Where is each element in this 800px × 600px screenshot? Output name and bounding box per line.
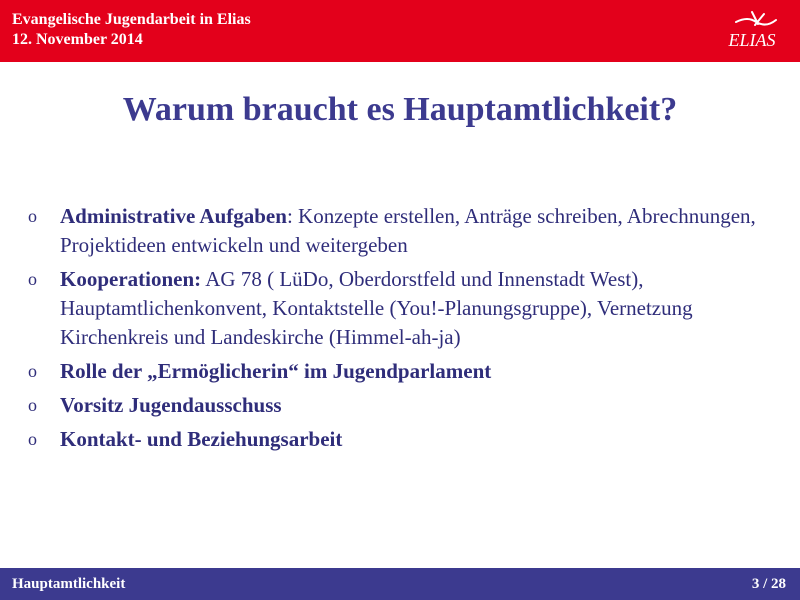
bullet-heading: Administrative Aufgaben: [60, 204, 287, 228]
elias-logo-icon: [722, 8, 782, 52]
bullet-marker: o: [28, 206, 37, 226]
bullet-heading: Kontakt- und Beziehungsarbeit: [60, 427, 343, 451]
slide-header: [0, 0, 800, 62]
list-item: [28, 357, 778, 386]
slide-title: Warum braucht es Hauptamtlichkeit?: [122, 91, 678, 128]
bullet-heading: Kooperationen:: [60, 267, 202, 291]
list-item: [28, 391, 778, 420]
bullet-heading: Rolle der „Ermöglicherin“ im Jugendparlament: [60, 359, 492, 383]
slide-footer: [0, 568, 800, 600]
logo-text: ELIAS: [728, 30, 776, 50]
footer-section-title: Hauptamtlichkeit: [12, 576, 126, 592]
bullet-text: AG 78 ( LüDo, Oberdorstfeld und Innenstadt West), Hauptamtlichenkonvent, Kontaktstelle (You!-Planungsgruppe), Vernetzung Kirchenkreis und Landeskirche (Himmel-ah-ja): [60, 267, 693, 349]
list-item: [28, 202, 778, 260]
bullet-marker: o: [28, 395, 37, 415]
bullet-list: [28, 202, 778, 454]
bullet-marker: o: [28, 429, 37, 449]
list-item: [28, 425, 778, 454]
bullet-heading: Vorsitz Jugendausschuss: [60, 393, 282, 417]
page-number: 3 / 28: [751, 576, 786, 592]
bullet-text: : Konzepte erstellen, Anträge schreiben, Abrechnungen, Projektideen entwickeln und weitergeben: [60, 204, 756, 257]
bullet-marker: o: [28, 361, 37, 381]
bullet-marker: o: [28, 269, 37, 289]
header-date: 12. November 2014: [12, 31, 143, 48]
list-item: [28, 265, 778, 352]
header-title: Evangelische Jugendarbeit in Elias: [12, 11, 251, 28]
